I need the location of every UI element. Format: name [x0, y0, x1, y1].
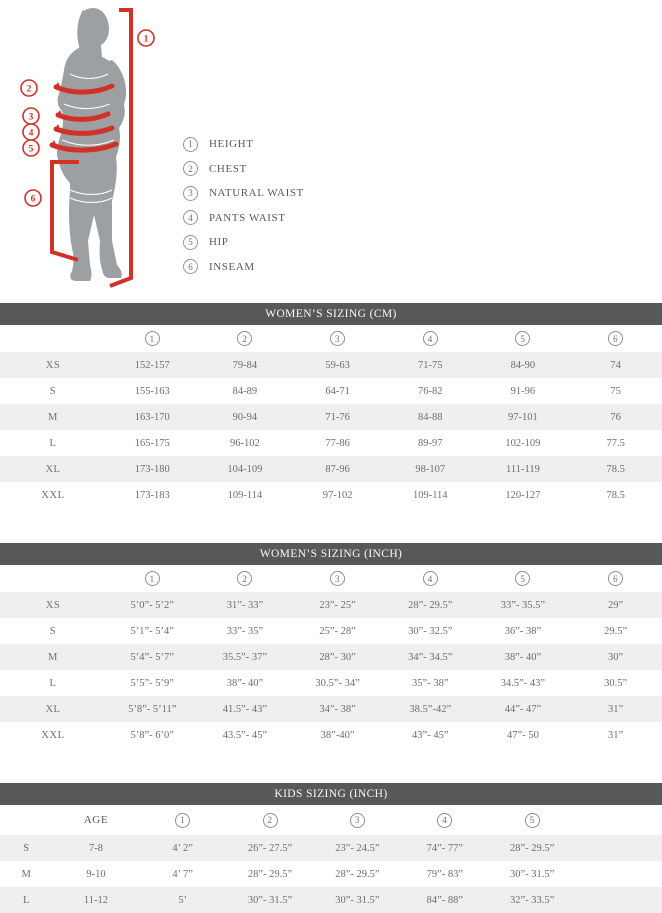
column-header-blank [0, 325, 106, 352]
column-number-circle: 2 [263, 813, 278, 828]
measurement-cell: 74 [610, 359, 621, 371]
measurement-legend [183, 136, 304, 283]
column-header-age: AGE [83, 814, 109, 826]
measurement-cell: 33”- 35.5” [500, 599, 546, 611]
column-number-circle: 4 [423, 571, 438, 586]
legend-label: HIP [209, 236, 229, 248]
measurement-cell: 71-75 [418, 359, 443, 371]
size-label: XS [45, 599, 61, 611]
measurement-cell: 28”- 29.5” [335, 868, 380, 880]
legend-item-inseam [183, 259, 304, 275]
measurement-cell: 35.5”- 37” [222, 651, 268, 663]
legend-number-circle: 6 [183, 259, 198, 274]
legend-item-natural-waist [183, 185, 304, 201]
svg-text:1: 1 [143, 34, 149, 45]
column-header-row [0, 565, 662, 592]
table-row [0, 722, 662, 748]
measurement-cell: 38.5”-42” [409, 703, 452, 715]
legend-label: PANTS WAIST [209, 211, 286, 224]
measurement-cell: 30”- 32.5” [408, 625, 453, 637]
figure-point-4 [23, 124, 39, 140]
legend-label: NATURAL WAIST [209, 187, 304, 199]
legend-number-circle: 1 [183, 137, 198, 152]
column-number-circle: 5 [525, 813, 540, 828]
size-label: M [48, 411, 58, 423]
measurement-cell: 29” [608, 599, 624, 611]
measurement-cell: 30”- 31.5” [510, 868, 555, 880]
measurement-cell: 28”- 29.5” [510, 842, 555, 854]
measurement-cell [576, 835, 662, 861]
size-label: XS [45, 359, 61, 371]
column-header-measure-5 [489, 805, 576, 835]
measurement-cell: 75 [610, 385, 621, 397]
legend-number-circle: 5 [183, 235, 198, 250]
kids-sizing-inch-table-host [0, 805, 662, 913]
size-label: XL [45, 703, 61, 715]
sizing-table [0, 805, 662, 913]
measurement-cell: 28”- 29.5” [408, 599, 453, 611]
size-label: XL [45, 463, 61, 475]
measurement-cell: 89-97 [418, 437, 443, 449]
column-number-circle: 4 [437, 813, 452, 828]
column-header-measure-1 [106, 565, 199, 592]
svg-text:6: 6 [30, 194, 36, 205]
measurement-cell: 36”- 38” [504, 625, 542, 637]
legend-number-circle: 2 [183, 161, 198, 176]
measurement-cell: 5’1”- 5’4” [130, 625, 174, 637]
measurement-cell: 76-82 [418, 385, 443, 397]
measurement-cell: 35”- 38” [412, 677, 449, 689]
table-row [0, 456, 662, 482]
column-number-circle: 1 [145, 331, 160, 346]
size-label: S [49, 385, 57, 397]
measurement-cell: 38”- 40” [504, 651, 542, 663]
measurement-cell: 77.5 [606, 437, 625, 449]
table-title-womens-cm: WOMEN’S SIZING (CM) [0, 303, 662, 325]
measurement-cell: 33”- 35” [226, 625, 264, 637]
table-row [0, 592, 662, 618]
legend-item-pants-waist [183, 210, 304, 226]
column-number-circle: 5 [515, 331, 530, 346]
measurement-cell: 34”- 34.5” [408, 651, 453, 663]
column-number-circle: 3 [350, 813, 365, 828]
legend-number-circle: 4 [183, 210, 198, 225]
measurement-cell: 5’8”- 5’11” [128, 703, 177, 715]
measurement-cell: 32”- 33.5” [510, 894, 555, 906]
column-header-measure-2 [199, 325, 292, 352]
column-header-measure-4 [384, 565, 477, 592]
measurement-cell: 25”- 28” [319, 625, 356, 637]
measurement-cell: 47”- 50 [507, 729, 539, 741]
sizing-table [0, 565, 662, 748]
measurement-cell: 120-127 [505, 489, 541, 501]
measurement-cell: 4’ 7” [172, 868, 193, 880]
measurement-cell: 11-12 [83, 894, 109, 906]
measurement-cell: 4’ 2” [172, 842, 193, 854]
measurement-cell: 38”- 40” [226, 677, 264, 689]
column-number-circle: 3 [330, 571, 345, 586]
measurement-cell: 59-63 [325, 359, 350, 371]
measurement-cell: 152-157 [134, 359, 170, 371]
measurement-cell: 84-90 [510, 359, 536, 371]
column-number-circle: 1 [145, 571, 160, 586]
measurement-cell: 91-96 [510, 385, 536, 397]
measurement-cell: 30.5”- 34” [315, 677, 360, 689]
column-header-measure-5 [477, 325, 570, 352]
womens-sizing-cm-table-host [0, 325, 662, 508]
measurement-cell: 71-76 [325, 411, 350, 423]
measurement-cell: 31” [608, 703, 624, 715]
column-header-measure-4 [401, 805, 488, 835]
measurement-cell: 87-96 [325, 463, 350, 475]
legend-label: CHEST [209, 162, 247, 175]
column-header-row [0, 325, 662, 352]
figure-point-5 [23, 140, 39, 156]
measurement-cell: 97-102 [322, 489, 353, 501]
figure-point-2 [21, 80, 37, 96]
table-row [0, 696, 662, 722]
size-label: M [48, 651, 58, 663]
measurement-cell: 43”- 45” [412, 729, 449, 741]
column-number-circle: 4 [423, 331, 438, 346]
measurement-cell: 64-71 [325, 385, 350, 397]
measurement-cell: 76 [610, 411, 621, 423]
column-header-blank [576, 805, 662, 835]
column-header-measure-3 [291, 325, 384, 352]
measurement-cell: 44”- 47” [504, 703, 542, 715]
measurement-cell: 26”- 27.5” [247, 842, 293, 854]
measurement-cell: 84”- 88” [426, 894, 464, 906]
measurement-cell: 30”- 31.5” [335, 894, 380, 906]
measurement-cell: 34.5”- 43” [500, 677, 546, 689]
column-number-circle: 2 [237, 331, 252, 346]
measurement-cell: 163-170 [134, 411, 170, 423]
measurement-cell: 5’5”- 5’9” [130, 677, 174, 689]
measurement-cell: 28”- 29.5” [247, 868, 293, 880]
measurement-cell: 31” [608, 729, 624, 741]
measurement-cell: 30”- 31.5” [247, 894, 293, 906]
legend-item-height [183, 136, 304, 152]
size-label: L [49, 437, 57, 449]
legend-label: HEIGHT [209, 138, 254, 150]
column-header-blank [0, 805, 53, 835]
measurement-cell: 165-175 [134, 437, 170, 449]
size-label: L [49, 677, 57, 689]
measurement-cell: 78.5 [606, 463, 625, 475]
measurement-cell: 98-107 [415, 463, 446, 475]
column-header-measure-3 [291, 565, 384, 592]
measurement-cell: 31”- 33” [226, 599, 264, 611]
column-header-measure-6 [569, 565, 662, 592]
table-row [0, 352, 662, 378]
measurement-cell: 28”- 30” [319, 651, 356, 663]
measurement-cell: 84-89 [232, 385, 258, 397]
measurement-cell: 104-109 [227, 463, 263, 475]
measurement-cell: 79-84 [232, 359, 258, 371]
column-number-circle: 3 [330, 331, 345, 346]
size-label: XXL [41, 489, 65, 501]
column-header-measure-6 [569, 325, 662, 352]
size-label: M [21, 868, 32, 880]
legend-label: INSEAM [209, 260, 255, 273]
measurement-cell: 97-101 [508, 411, 538, 423]
table-title-kids-inch: KIDS SIZING (INCH) [0, 783, 662, 805]
table-title-womens-inch: WOMEN’S SIZING (INCH) [0, 543, 662, 565]
svg-text:4: 4 [28, 128, 34, 139]
measurement-cell: 5’ [178, 894, 188, 906]
measurement-cell: 84-88 [418, 411, 443, 423]
measurement-cell: 23”- 25” [319, 599, 356, 611]
table-row [0, 887, 662, 913]
measurement-cell: 111-119 [506, 463, 540, 475]
measurement-cell: 78.5 [606, 489, 625, 501]
table-row [0, 670, 662, 696]
measurement-cell: 109-114 [412, 489, 448, 501]
sizing-table [0, 325, 662, 508]
table-row [0, 618, 662, 644]
svg-text:3: 3 [28, 112, 34, 123]
measurement-cell: 173-183 [134, 489, 170, 501]
table-row [0, 482, 662, 508]
table-row [0, 378, 662, 404]
column-number-circle: 6 [608, 571, 623, 586]
measurement-diagram [0, 0, 662, 303]
measurement-cell: 7-8 [88, 842, 103, 854]
measurement-cell [576, 861, 662, 887]
table-row [0, 835, 662, 861]
womens-sizing-cm-section [0, 303, 662, 508]
column-header-measure-5 [477, 565, 570, 592]
size-label: S [49, 625, 57, 637]
column-number-circle: 6 [608, 331, 623, 346]
column-header-measure-2 [199, 565, 292, 592]
column-header-measure-2 [226, 805, 313, 835]
measurement-cell: 5’8”- 6’0” [130, 729, 174, 741]
kids-sizing-inch-section [0, 783, 662, 913]
legend-number-circle: 3 [183, 186, 198, 201]
measurement-cell: 41.5”- 43” [222, 703, 268, 715]
measurement-cell: 9-10 [86, 868, 106, 880]
measurement-cell: 90-94 [232, 411, 258, 423]
legend-item-chest [183, 161, 304, 177]
measurement-cell: 79”- 83” [426, 868, 464, 880]
measurement-cell: 30.5” [604, 677, 628, 689]
figure-point-3 [23, 108, 39, 124]
measurement-cell: 74”- 77” [426, 842, 464, 854]
size-label: S [23, 842, 30, 854]
table-row [0, 644, 662, 670]
measurement-cell: 102-109 [505, 437, 541, 449]
column-header-measure-1 [139, 805, 226, 835]
column-number-circle: 5 [515, 571, 530, 586]
womens-sizing-inch-table-host [0, 565, 662, 748]
column-header-measure-3 [314, 805, 401, 835]
svg-text:2: 2 [26, 84, 32, 95]
column-header-measure-1 [106, 325, 199, 352]
measurement-cell: 173-180 [134, 463, 170, 475]
column-number-circle: 2 [237, 571, 252, 586]
measurement-cell: 23”- 24.5” [335, 842, 380, 854]
table-row [0, 404, 662, 430]
table-row [0, 430, 662, 456]
measurement-cell: 5’0”- 5’2” [130, 599, 174, 611]
figure-point-1 [138, 30, 154, 46]
column-header-blank [0, 565, 106, 592]
column-header-measure-4 [384, 325, 477, 352]
measurement-cell: 109-114 [227, 489, 263, 501]
size-label: XXL [41, 729, 65, 741]
table-row [0, 861, 662, 887]
measurement-cell: 43.5”- 45” [222, 729, 268, 741]
measurement-cell: 77-86 [325, 437, 350, 449]
measurement-cell: 96-102 [230, 437, 260, 449]
measurement-cell: 155-163 [134, 385, 170, 397]
measurement-cell: 30” [608, 651, 624, 663]
svg-text:5: 5 [28, 144, 34, 155]
legend-item-hip [183, 234, 304, 250]
measurement-cell: 38”-40” [320, 729, 355, 741]
womens-sizing-inch-section [0, 543, 662, 748]
figure-point-6 [25, 190, 41, 206]
measurement-cell [576, 887, 662, 913]
column-number-circle: 1 [175, 813, 190, 828]
measurement-cell: 29.5” [604, 625, 628, 637]
size-label: L [23, 894, 30, 906]
measurement-cell: 34”- 38” [319, 703, 356, 715]
column-header-row [0, 805, 662, 835]
body-silhouette-illustration [0, 0, 180, 303]
measurement-cell: 5’4”- 5’7” [130, 651, 174, 663]
